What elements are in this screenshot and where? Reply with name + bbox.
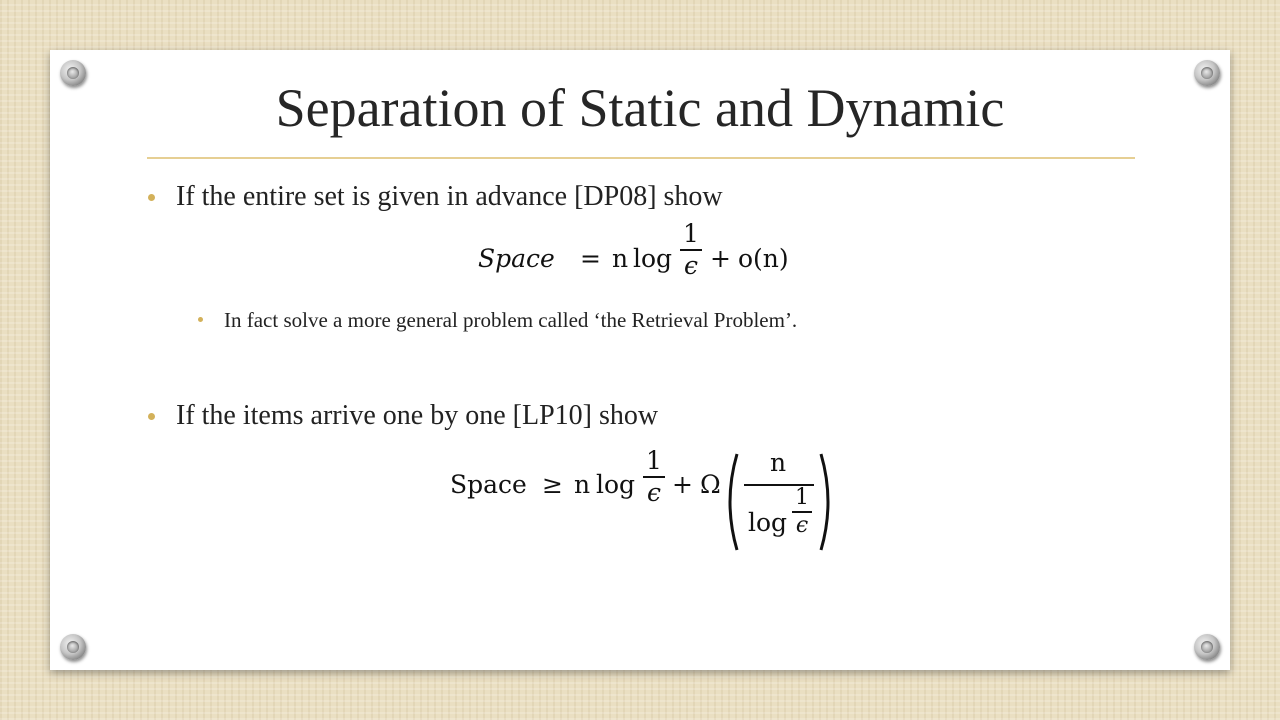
formula-fraction [643, 447, 665, 507]
formula-relation: = [580, 244, 601, 273]
formula-relation: ≥ [542, 470, 563, 499]
slide-title: Separation of Static and Dynamic [275, 78, 1005, 138]
fraction-numerator: 1 [795, 485, 809, 510]
bullet-text: If the items arrive one by one [LP10] show [176, 400, 659, 431]
left-paren-icon [720, 452, 740, 552]
right-paren-icon [818, 452, 838, 552]
formula-n: n [612, 244, 629, 273]
fraction-numerator: 1 [646, 446, 662, 475]
pushpin-icon [1194, 634, 1220, 660]
formula-space-equals [478, 244, 555, 273]
inner-log: log [748, 508, 788, 537]
fraction-numerator: 1 [683, 219, 699, 248]
fraction-denominator: ϵ [795, 512, 809, 538]
slide-paper [50, 50, 1230, 670]
fraction-denominator: ϵ [683, 250, 698, 280]
bullet-dot [148, 413, 155, 420]
formula-plus: + [710, 244, 731, 273]
formula-plus: + [672, 470, 693, 499]
pushpin-icon [60, 634, 86, 660]
formula-omega: Ω [700, 470, 721, 499]
bullet-text: If the entire set is given in advance [DP08] show [176, 181, 723, 212]
formula-lhs: Space [450, 470, 527, 499]
formula-log: log [596, 470, 636, 499]
sub-bullet-text: In fact solve a more general problem called ‘the Retrieval Problem’. [224, 308, 798, 332]
formula-n: n [574, 470, 591, 499]
formula-log: log [633, 244, 673, 273]
sub-bullet-dot [198, 317, 203, 322]
fraction-denominator: ϵ [646, 477, 661, 507]
inner-fraction [792, 486, 812, 538]
formula-tail: o(n) [738, 244, 789, 273]
formula-fraction [680, 220, 702, 280]
title-underline [147, 157, 1135, 159]
bullet-dot [148, 194, 155, 201]
big-fraction-numerator: n [770, 448, 787, 477]
formula-lhs: Space [478, 244, 555, 273]
